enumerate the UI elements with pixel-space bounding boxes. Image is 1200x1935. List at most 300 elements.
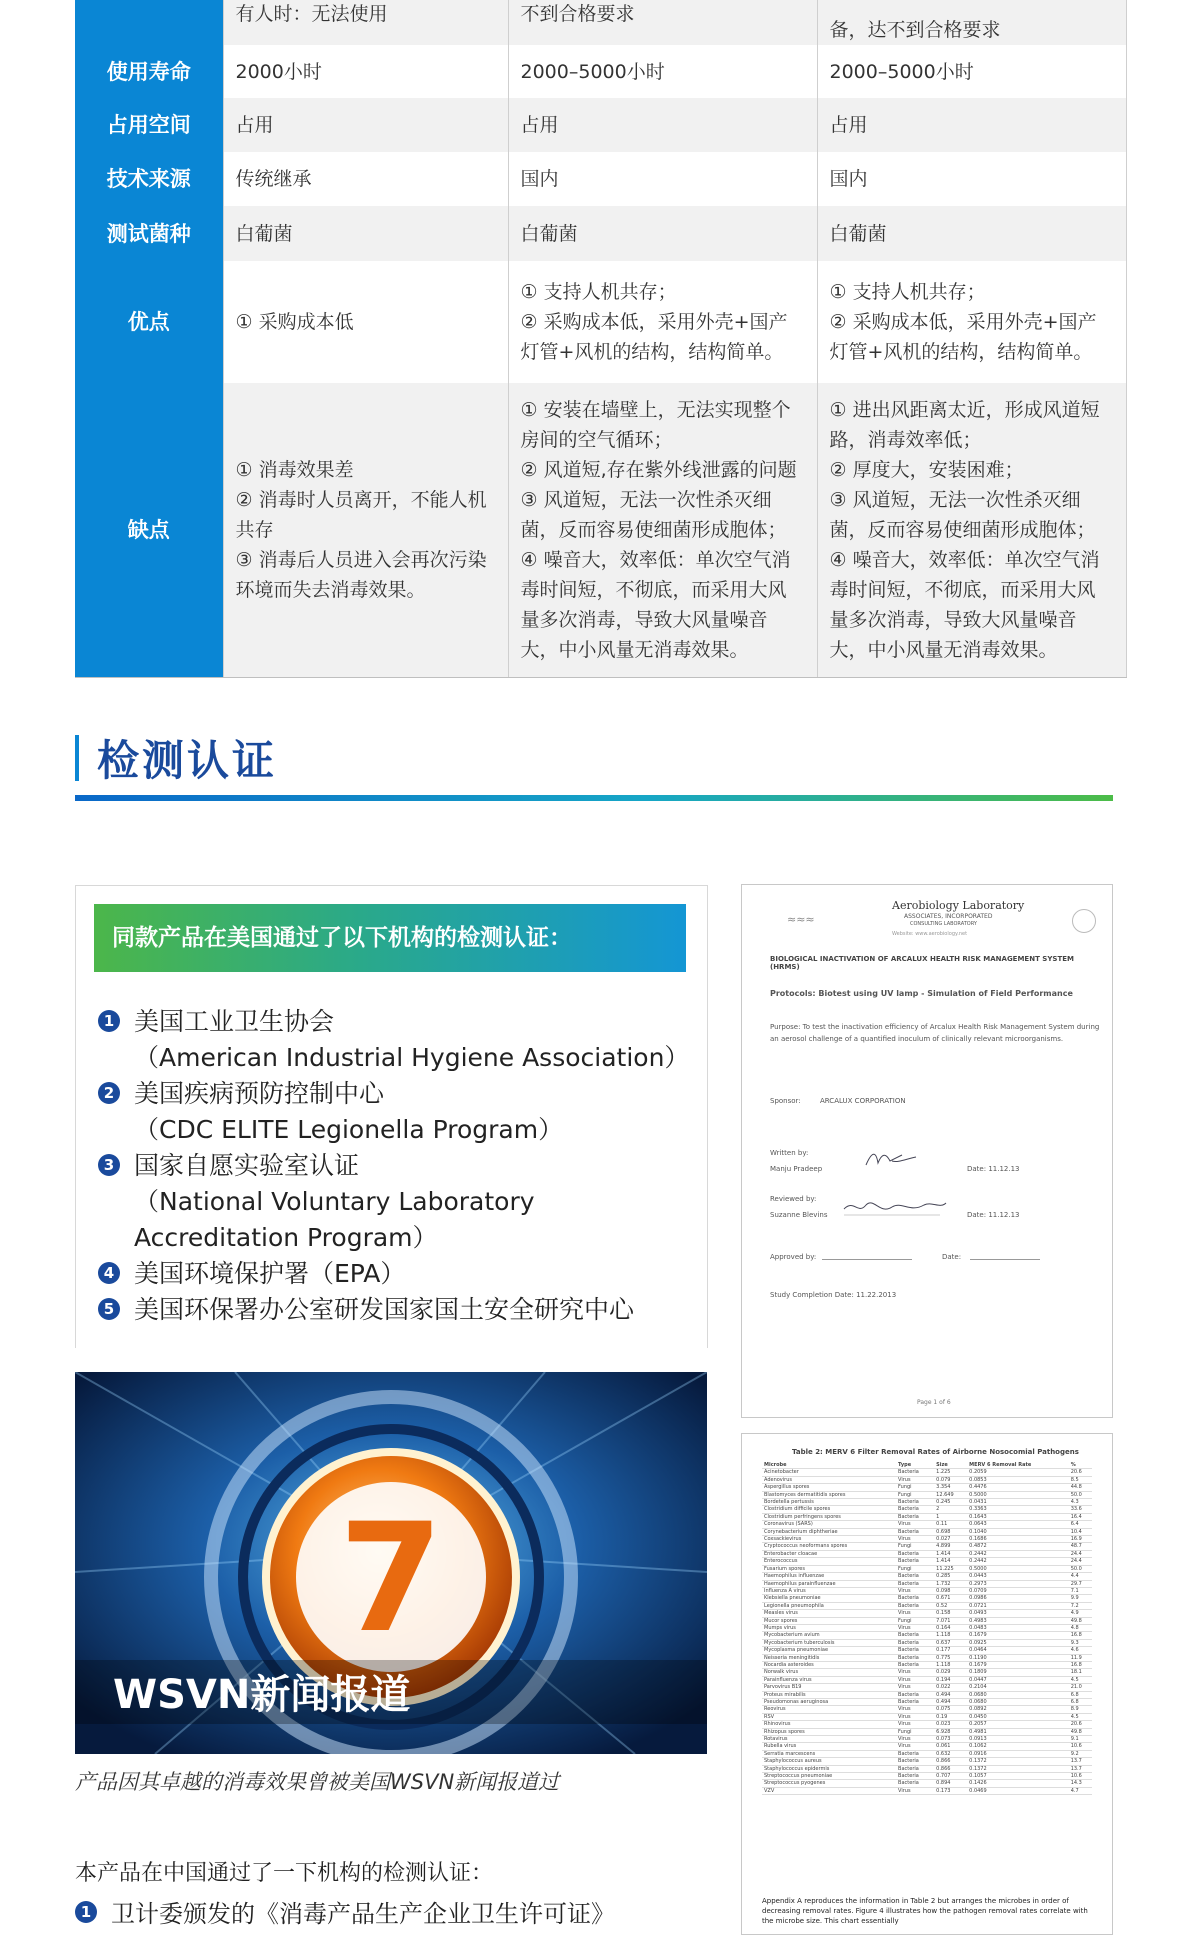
table-cell: 国内 — [508, 152, 817, 206]
table-row — [762, 1773, 1092, 1780]
reviewed-label: Reviewed by: — [770, 1195, 817, 1203]
table-cell: 0.075 — [934, 1706, 967, 1713]
usa-cert-list — [98, 1004, 698, 1328]
table-cell: Bordetella pertussis — [762, 1499, 896, 1506]
table-cell: 10.6 — [1069, 1743, 1092, 1750]
reviewed-date: Date: 11.12.13 — [967, 1211, 1020, 1219]
written-date: Date: 11.12.13 — [967, 1165, 1020, 1173]
table-row — [762, 1684, 1092, 1691]
title-accent-bar — [75, 735, 79, 781]
number-badge: 4 — [98, 1262, 120, 1284]
table-cell: 0.0643 — [967, 1521, 1069, 1528]
table-cell: 0.0680 — [967, 1691, 1069, 1698]
table-row — [762, 1476, 1092, 1483]
table-cell: 12.649 — [934, 1491, 967, 1498]
table-cell: Measles virus — [762, 1610, 896, 1617]
cell-line: ① 消毒效果差 — [235, 458, 354, 481]
table-cell: 备，达不到合格要求 — [817, 0, 1126, 45]
table-row — [762, 1647, 1092, 1654]
table-cell: Haemophilus influenzae — [762, 1573, 896, 1580]
table-cell: 0.894 — [934, 1780, 967, 1787]
table-row — [762, 1528, 1092, 1535]
table-row — [762, 1617, 1092, 1624]
cell-line: ② 采购成本低，采用外壳+国产灯管+风机的结构，结构简单。 — [520, 311, 788, 363]
table-cell: Bacteria — [896, 1780, 934, 1787]
sponsor-name: ARCALUX CORPORATION — [820, 1097, 906, 1105]
table-cell: Mucor spores — [762, 1617, 896, 1624]
news-caption: 产品因其卓越的消毒效果曾被美国WSVN新闻报道过 — [75, 1770, 560, 1794]
news-graphic — [75, 1372, 707, 1754]
table-cell: Bacteria — [896, 1513, 934, 1520]
table-cell: Rhizopus spores — [762, 1728, 896, 1735]
table-cell: Virus — [896, 1669, 934, 1676]
table-cell: 24.4 — [1069, 1550, 1092, 1557]
table-cell: 4.9 — [1069, 1610, 1092, 1617]
table-row — [762, 1654, 1092, 1661]
table-cell: 0.285 — [934, 1573, 967, 1580]
table-cell: Mycoplasma pneumoniae — [762, 1647, 896, 1654]
table-row — [762, 1632, 1092, 1639]
table-cell: 11.225 — [934, 1565, 967, 1572]
table-cell: 50.0 — [1069, 1565, 1092, 1572]
completion-date: Study Completion Date: 11.22.2013 — [770, 1291, 897, 1299]
table-row — [762, 1787, 1092, 1794]
cell-line: ③ 消毒后人员进入会再次污染环境而失去消毒效果。 — [235, 548, 487, 601]
table-row — [762, 1558, 1092, 1565]
table-cell: Bacteria — [896, 1750, 934, 1757]
table-cell: 2000–5000小时 — [817, 45, 1126, 98]
table-cell: 白葡菌 — [817, 206, 1126, 261]
approved-line — [822, 1259, 912, 1260]
table-cell: Bacteria — [896, 1632, 934, 1639]
table-cell: Fusarium spores — [762, 1565, 896, 1572]
table-cell: Coxsackievirus — [762, 1536, 896, 1543]
merv-table-title: Table 2: MERV 6 Filter Removal Rates of Airborne Nosocomial Pathogens — [792, 1448, 1079, 1456]
table-cell: 白葡菌 — [223, 206, 508, 261]
table-cell: Streptococcus pyogenes — [762, 1780, 896, 1787]
cell-line: ④ 噪音大，效率低：单次空气消毒时间短，不彻底，而采用大风量多次消毒，导致大风量噪音大，中小风量无消毒效果。 — [829, 548, 1100, 661]
table-cell: 11.9 — [1069, 1654, 1092, 1661]
table-cell: Mycobacterium tuberculosis — [762, 1639, 896, 1646]
table-cell: 4.7 — [1069, 1787, 1092, 1794]
table-cell: 0.0493 — [967, 1610, 1069, 1617]
approved-label: Approved by: — [770, 1253, 817, 1261]
merv-table-document — [741, 1433, 1113, 1935]
cell-line: ③ 风道短，无法一次性杀灭细菌，反而容易使细菌形成胞体； — [829, 488, 1096, 541]
table-cell: 1.118 — [934, 1661, 967, 1668]
section-divider — [75, 795, 1113, 801]
table-cell: 0.4476 — [967, 1484, 1069, 1491]
table-cell: 0.775 — [934, 1654, 967, 1661]
table-cell: 0.0986 — [967, 1595, 1069, 1602]
table-cell — [223, 383, 508, 677]
table-row — [762, 1550, 1092, 1557]
table-cell: 0.2059 — [967, 1469, 1069, 1476]
table-row — [762, 1624, 1092, 1631]
merv-header: Type — [896, 1462, 934, 1469]
table-cell: 白葡菌 — [508, 206, 817, 261]
table-cell: 0.0853 — [967, 1476, 1069, 1483]
report-title: BIOLOGICAL INACTIVATION OF ARCALUX HEALTH RISK MANAGEMENT SYSTEM (HRMS) — [770, 955, 1074, 971]
table-cell: 0.637 — [934, 1639, 967, 1646]
table-row — [762, 1587, 1092, 1594]
report-purpose: Purpose: To test the inactivation efficiency of Arcalux Health Risk Management System during an aerosol challenge of a quantified inoculum of clinically relevant microorganisms. — [770, 1023, 1100, 1043]
table-row — [762, 1743, 1092, 1750]
merv-header: MERV 6 Removal Rate — [967, 1462, 1069, 1469]
table-cell: Haemophilus parainfluenzae — [762, 1580, 896, 1587]
table-cell: 8.9 — [1069, 1706, 1092, 1713]
table-cell: Virus — [896, 1713, 934, 1720]
table-cell: 14.3 — [1069, 1780, 1092, 1787]
table-cell: Legionella pneumophila — [762, 1602, 896, 1609]
table-cell: Coronavirus (SARS) — [762, 1521, 896, 1528]
table-cell: 4.5 — [1069, 1676, 1092, 1683]
table-cell — [508, 383, 817, 677]
table-row — [762, 1491, 1092, 1498]
table-cell: 18.1 — [1069, 1669, 1092, 1676]
table-row — [762, 1780, 1092, 1787]
table-cell: Fungi — [896, 1543, 934, 1550]
table-cell: 0.52 — [934, 1602, 967, 1609]
table-row — [762, 1610, 1092, 1617]
channel-logo-number: 7 — [338, 1492, 444, 1666]
cell-line: ① 采购成本低 — [235, 311, 354, 333]
table-cell — [223, 261, 508, 383]
table-cell: 0.0709 — [967, 1587, 1069, 1594]
table-row — [762, 1721, 1092, 1728]
table-cell: 6.8 — [1069, 1691, 1092, 1698]
table-cell: 0.1679 — [967, 1632, 1069, 1639]
news-overlay-text: WSVN新闻报道 — [113, 1672, 411, 1718]
table-cell: Streptococcus pneumoniae — [762, 1773, 896, 1780]
list-item — [98, 1292, 698, 1328]
table-cell: 0.4872 — [967, 1543, 1069, 1550]
table-cell: 0.029 — [934, 1669, 967, 1676]
table-cell: 0.2104 — [967, 1684, 1069, 1691]
test-report-document — [741, 884, 1113, 1418]
org-name-en: （CDC ELITE Legionella Program） — [134, 1115, 564, 1144]
seal-icon — [1072, 909, 1096, 933]
org-name-cn: 美国环保署办公室研发国家国土安全研究中心 — [134, 1295, 635, 1324]
table-cell: Bacteria — [896, 1528, 934, 1535]
table-cell: 21.0 — [1069, 1684, 1092, 1691]
table-cell: 0.022 — [934, 1684, 967, 1691]
table-cell: Virus — [896, 1743, 934, 1750]
table-cell: 0.1643 — [967, 1513, 1069, 1520]
table-cell: Reovirus — [762, 1706, 896, 1713]
table-cell: 10.6 — [1069, 1773, 1092, 1780]
table-cell: 0.494 — [934, 1699, 967, 1706]
cell-line: ② 采购成本低，采用外壳+国产灯管+风机的结构，结构简单。 — [829, 311, 1097, 363]
table-cell: 有人时：无法使用 — [223, 0, 508, 45]
table-cell: Bacteria — [896, 1469, 934, 1476]
table-cell: 0.061 — [934, 1743, 967, 1750]
row-header: 使用寿命 — [75, 45, 223, 98]
table-cell: Virus — [896, 1684, 934, 1691]
table-cell: 0.164 — [934, 1624, 967, 1631]
written-name: Manju Pradeep — [770, 1165, 823, 1173]
list-item — [75, 1894, 615, 1929]
table-cell: 0.494 — [934, 1691, 967, 1698]
table-cell: 0.0447 — [967, 1676, 1069, 1683]
approved-date: Date: — [942, 1253, 962, 1261]
table-cell: Neisseria meningitidis — [762, 1654, 896, 1661]
comparison-table — [75, 0, 1127, 678]
number-badge: 5 — [98, 1298, 120, 1320]
row-header: 测试菌种 — [75, 206, 223, 261]
table-cell: 0.0721 — [967, 1602, 1069, 1609]
china-cert-title: 本产品在中国通过了一下机构的检测认证： — [75, 1861, 494, 1886]
table-cell: Norwalk virus — [762, 1669, 896, 1676]
table-cell: 0.027 — [934, 1536, 967, 1543]
table-row — [762, 1469, 1092, 1476]
table-cell: Blastomyces dermatitidis spores — [762, 1491, 896, 1498]
table-cell: Enterobacter cloacae — [762, 1550, 896, 1557]
table-cell: Virus — [896, 1706, 934, 1713]
row-header: 技术来源 — [75, 152, 223, 206]
table-cell: 0.5000 — [967, 1491, 1069, 1498]
table-row — [762, 1484, 1092, 1491]
table-cell: Virus — [896, 1787, 934, 1794]
table-cell: Bacteria — [896, 1758, 934, 1765]
table-cell: 3.354 — [934, 1484, 967, 1491]
table-cell: 0.158 — [934, 1610, 967, 1617]
table-cell: 16.9 — [1069, 1536, 1092, 1543]
table-row — [762, 1699, 1092, 1706]
table-cell: 0.194 — [934, 1676, 967, 1683]
news-image — [75, 1372, 707, 1754]
cell-line: ② 消毒时人员离开，不能人机共存 — [235, 488, 487, 541]
table-cell: 0.245 — [934, 1499, 967, 1506]
table-cell: 6.928 — [934, 1728, 967, 1735]
table-cell: Mumps virus — [762, 1624, 896, 1631]
row-header — [75, 0, 223, 45]
table-row — [762, 1573, 1092, 1580]
table-row — [762, 1639, 1092, 1646]
table-cell — [817, 383, 1126, 677]
table-cell: 0.19 — [934, 1713, 967, 1720]
table-row — [762, 1580, 1092, 1587]
table-cell: Bacteria — [896, 1602, 934, 1609]
table-cell: 0.098 — [934, 1587, 967, 1594]
table-cell: Bacteria — [896, 1765, 934, 1772]
table-cell: Bacteria — [896, 1654, 934, 1661]
lab-sub: ASSOCIATES, INCORPORATED — [904, 913, 993, 920]
table-cell: 传统继承 — [223, 152, 508, 206]
table-cell: 20.6 — [1069, 1469, 1092, 1476]
table-cell: Clostridium difficile spores — [762, 1506, 896, 1513]
table-row — [762, 1506, 1092, 1513]
table-cell: 0.2057 — [967, 1721, 1069, 1728]
table-cell: 0.4981 — [967, 1728, 1069, 1735]
table-cell: 4.5 — [1069, 1713, 1092, 1720]
table-cell: 0.073 — [934, 1736, 967, 1743]
org-name-cn: 美国疾病预防控制中心 — [134, 1079, 385, 1108]
table-cell: 2 — [934, 1506, 967, 1513]
table-cell: Virus — [896, 1610, 934, 1617]
row-header: 占用空间 — [75, 98, 223, 152]
table-cell: Proteus mirabilis — [762, 1691, 896, 1698]
table-cell: Mycobacterium avium — [762, 1632, 896, 1639]
table-cell: Bacteria — [896, 1506, 934, 1513]
table-cell: Bacteria — [896, 1573, 934, 1580]
merv-header: Size — [934, 1462, 967, 1469]
table-cell: Virus — [896, 1476, 934, 1483]
cell-line: ④ 噪音大，效率低：单次空气消毒时间短，不彻底，而采用大风量多次消毒，导致大风量噪音大，中小风量无消毒效果。 — [520, 548, 791, 661]
table-cell: 16.4 — [1069, 1513, 1092, 1520]
table-cell: 不到合格要求 — [508, 0, 817, 45]
table-cell: 0.0913 — [967, 1736, 1069, 1743]
cell-line: ① 支持人机共存； — [520, 281, 677, 303]
number-badge: 1 — [98, 1010, 120, 1032]
list-item — [98, 1148, 698, 1256]
table-row — [762, 1543, 1092, 1550]
section-title — [75, 730, 277, 786]
table-cell: Fungi — [896, 1617, 934, 1624]
table-cell: 8.5 — [1069, 1476, 1092, 1483]
table-row — [762, 1765, 1092, 1772]
table-cell: Bacteria — [896, 1558, 934, 1565]
table-cell: 0.1686 — [967, 1536, 1069, 1543]
table-cell: 4.6 — [1069, 1647, 1092, 1654]
table-row — [762, 1536, 1092, 1543]
table-cell: 0.5000 — [967, 1565, 1069, 1572]
table-cell: Parvovirus B19 — [762, 1684, 896, 1691]
cell-line: ① 安装在墙壁上，无法实现整个房间的空气循环； — [520, 398, 791, 451]
table-cell: 0.0431 — [967, 1499, 1069, 1506]
table-cell: 0.0892 — [967, 1706, 1069, 1713]
org-name-cn: 美国工业卫生协会 — [134, 1007, 335, 1036]
table-cell: Virus — [896, 1624, 934, 1631]
lab-website: Website: www.aerobiology.net — [892, 931, 968, 937]
table-cell: Serratia marcescens — [762, 1750, 896, 1757]
table-cell: 6.8 — [1069, 1699, 1092, 1706]
china-cert-item: 卫计委颁发的《消毒产品生产企业卫生许可证》 — [111, 1900, 615, 1928]
table-cell: 国内 — [817, 152, 1126, 206]
table-row — [762, 1676, 1092, 1683]
table-row — [762, 1565, 1092, 1572]
table-cell: Fungi — [896, 1491, 934, 1498]
table-cell: 占用 — [223, 98, 508, 152]
table-cell: 9.2 — [1069, 1750, 1092, 1757]
merv-header: % — [1069, 1462, 1092, 1469]
table-cell: Corynebacterium diphtheriae — [762, 1528, 896, 1535]
table-cell: Virus — [896, 1676, 934, 1683]
table-row — [762, 1513, 1092, 1520]
number-badge: 2 — [98, 1082, 120, 1104]
table-cell: Staphylococcus aureus — [762, 1758, 896, 1765]
table-cell: 9.9 — [1069, 1595, 1092, 1602]
table-cell: Fungi — [896, 1565, 934, 1572]
table-cell: 0.173 — [934, 1787, 967, 1794]
table-cell: 2000–5000小时 — [508, 45, 817, 98]
table-cell: 1.414 — [934, 1550, 967, 1557]
table-cell: Bacteria — [896, 1647, 934, 1654]
table-cell: Virus — [896, 1736, 934, 1743]
table-cell: 49.8 — [1069, 1728, 1092, 1735]
table-cell: Fungi — [896, 1484, 934, 1491]
table-cell: 49.8 — [1069, 1617, 1092, 1624]
table-cell: Fungi — [896, 1728, 934, 1735]
table-row — [762, 1750, 1092, 1757]
table-cell: 50.0 — [1069, 1491, 1092, 1498]
table-cell: 0.1057 — [967, 1773, 1069, 1780]
table-row — [762, 1602, 1092, 1609]
table-cell: 0.671 — [934, 1595, 967, 1602]
table-cell: 0.0916 — [967, 1750, 1069, 1757]
table-cell: Cryptococcus neoformans spores — [762, 1543, 896, 1550]
table-cell: 0.0925 — [967, 1639, 1069, 1646]
table-cell: Adenovirus — [762, 1476, 896, 1483]
table-cell: Bacteria — [896, 1595, 934, 1602]
table-cell: 48.7 — [1069, 1543, 1092, 1550]
table-cell: Aspergillus spores — [762, 1484, 896, 1491]
table-cell: 13.7 — [1069, 1758, 1092, 1765]
table-cell: 占用 — [508, 98, 817, 152]
number-badge: 1 — [75, 1901, 97, 1923]
sponsor-label: Sponsor: — [770, 1097, 801, 1105]
table-cell: Pseudomonas aeruginosa — [762, 1699, 896, 1706]
table-cell: 6.4 — [1069, 1521, 1092, 1528]
table-cell: Parainfluenza virus — [762, 1676, 896, 1683]
table-row — [762, 1736, 1092, 1743]
table-cell: 0.1679 — [967, 1661, 1069, 1668]
table-cell: Staphylococcus epidermis — [762, 1765, 896, 1772]
table-row — [762, 1706, 1092, 1713]
table-cell: 0.0450 — [967, 1713, 1069, 1720]
table-cell: Acinetobacter — [762, 1469, 896, 1476]
table-cell: Bacteria — [896, 1691, 934, 1698]
table-cell: 1.732 — [934, 1580, 967, 1587]
table-cell: 1.225 — [934, 1469, 967, 1476]
table-cell: 0.1040 — [967, 1528, 1069, 1535]
merv-header: Microbe — [762, 1462, 896, 1469]
table-cell: 0.1372 — [967, 1765, 1069, 1772]
table-cell: 0.4983 — [967, 1617, 1069, 1624]
table-cell: 13.7 — [1069, 1765, 1092, 1772]
table-cell: 0.632 — [934, 1750, 967, 1757]
table-cell: 0.1809 — [967, 1669, 1069, 1676]
cell-line: ③ 风道短，无法一次性杀灭细菌，反而容易使细菌形成胞体； — [520, 488, 787, 541]
merv-table — [762, 1462, 1092, 1795]
table-cell: Virus — [896, 1587, 934, 1594]
list-item — [98, 1076, 698, 1148]
table-cell: 33.6 — [1069, 1506, 1092, 1513]
table-cell: Klebsiella pneumoniae — [762, 1595, 896, 1602]
cell-line: ② 风道短,存在紫外线泄露的问题 — [520, 458, 797, 481]
table-row — [762, 1691, 1092, 1698]
table-row — [762, 1713, 1092, 1720]
table-cell: Rhinovirus — [762, 1721, 896, 1728]
table-cell: 0.2973 — [967, 1580, 1069, 1587]
table-row — [762, 1758, 1092, 1765]
table-cell: 9.1 — [1069, 1736, 1092, 1743]
table-cell: Virus — [896, 1521, 934, 1528]
table-cell: 0.866 — [934, 1758, 967, 1765]
table-cell: Enterococcus — [762, 1558, 896, 1565]
table-cell: Bacteria — [896, 1699, 934, 1706]
table-cell: 0.0469 — [967, 1787, 1069, 1794]
table-cell: 10.4 — [1069, 1528, 1092, 1535]
table-cell: 0.023 — [934, 1721, 967, 1728]
table-cell: 7.1 — [1069, 1587, 1092, 1594]
table-cell: Bacteria — [896, 1550, 934, 1557]
table-cell: Bacteria — [896, 1580, 934, 1587]
written-label: Written by: — [770, 1149, 809, 1157]
table-cell: 0.1372 — [967, 1758, 1069, 1765]
table-cell — [817, 261, 1126, 383]
table-cell: Virus — [896, 1721, 934, 1728]
